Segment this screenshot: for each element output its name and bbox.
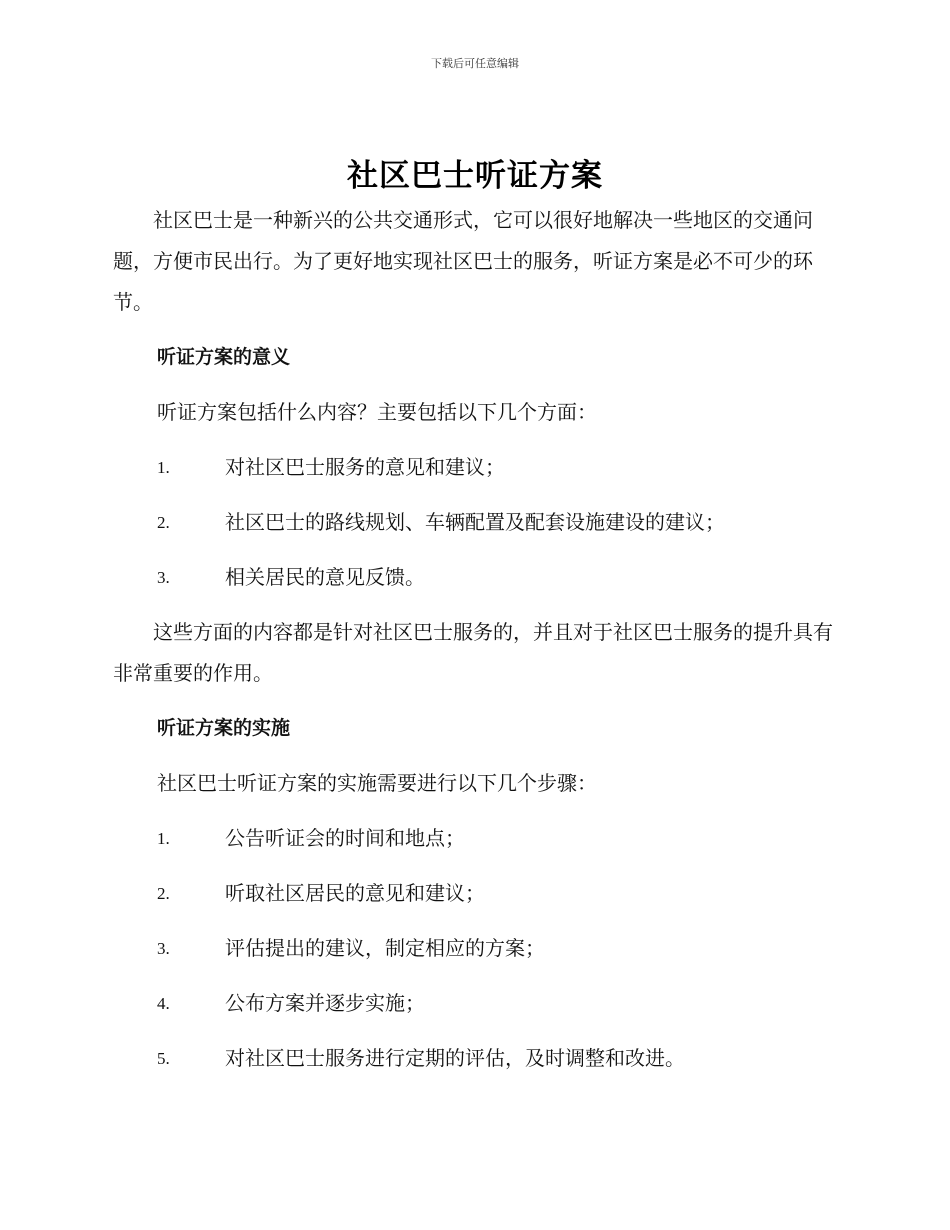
list-item	[113, 873, 833, 928]
page-header: 下载后可任意编辑	[431, 57, 519, 70]
list-text: 相关居民的意见反馈。	[225, 565, 425, 589]
list-item	[113, 557, 833, 612]
section-heading: 听证方案的意义	[157, 346, 291, 368]
content-list	[113, 447, 833, 612]
list-item	[113, 447, 833, 502]
list-text: 听取社区居民的意见和建议；	[225, 881, 485, 905]
list-text: 社区巴士的路线规划、车辆配置及配套设施建设的建议；	[225, 510, 725, 534]
list-number: 2.	[157, 513, 170, 532]
list-number: 4.	[157, 994, 170, 1013]
list-text: 公布方案并逐步实施；	[225, 991, 425, 1015]
document-title: 社区巴士听证方案	[347, 158, 603, 194]
section-implementation	[113, 708, 833, 1093]
list-item	[113, 502, 833, 557]
list-number: 1.	[157, 829, 170, 848]
section-significance	[113, 337, 833, 694]
list-text: 对社区巴士服务进行定期的评估，及时调整和改进。	[225, 1046, 685, 1070]
list-text: 评估提出的建议，制定相应的方案；	[225, 936, 545, 960]
list-number: 2.	[157, 884, 170, 903]
list-item	[113, 818, 833, 873]
list-text: 公告听证会的时间和地点；	[225, 826, 465, 850]
list-number: 1.	[157, 458, 170, 477]
list-number: 3.	[157, 568, 170, 587]
closing-paragraph: 这些方面的内容都是针对社区巴士服务的，并且对于社区巴士服务的提升具有非常重要的作用。	[113, 620, 833, 685]
intro-paragraph: 社区巴士是一种新兴的公共交通形式，它可以很好地解决一些地区的交通问题，方便市民出行。为了更好地实现社区巴士的服务，听证方案是必不可少的环节。	[113, 208, 813, 314]
list-text: 对社区巴士服务的意见和建议；	[225, 455, 505, 479]
section-lead: 社区巴士听证方案的实施需要进行以下几个步骤：	[157, 771, 597, 795]
list-number: 3.	[157, 939, 170, 958]
section-lead: 听证方案包括什么内容？主要包括以下几个方面：	[157, 400, 597, 424]
list-item	[113, 928, 833, 983]
list-item	[113, 1038, 833, 1093]
list-item	[113, 983, 833, 1038]
document-body	[113, 200, 833, 1093]
list-number: 5.	[157, 1049, 170, 1068]
steps-list	[113, 818, 833, 1093]
section-heading: 听证方案的实施	[157, 717, 291, 739]
